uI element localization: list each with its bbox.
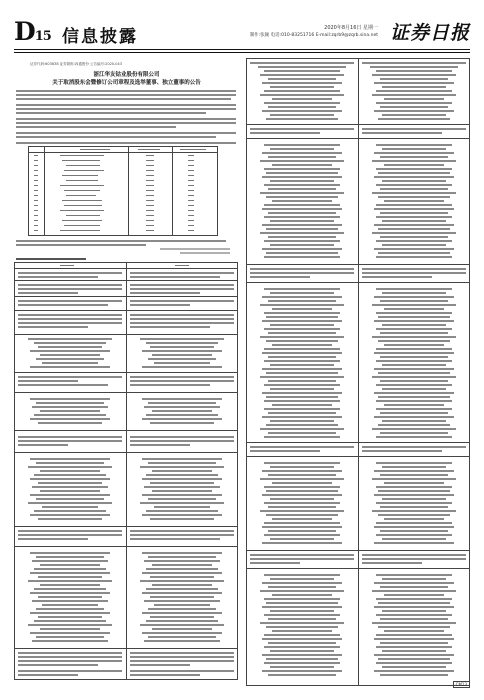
page-digits: 15	[34, 29, 51, 44]
page-letter: D	[14, 17, 35, 46]
masthead-rule-thin	[14, 52, 470, 53]
announcement-codes: 证券代码:603838 证券简称:四通股份 公告编号:2020-043	[30, 62, 122, 66]
company-name: 浙江华友钴业股份有限公司	[93, 72, 160, 78]
editor-contact-line: 制作:张颖 电话:010-83251716 E-mail:zqrb9@zqrb.sina.net	[249, 33, 378, 38]
date-line: 2020年8月16日 星期一	[324, 25, 378, 31]
newspaper-logo: 证券日报	[389, 22, 470, 44]
masthead	[14, 18, 470, 48]
page-number	[14, 18, 51, 51]
announcement-title: 关于取消股东会暨修订公司章程及选举董事、独立董事的公告	[52, 80, 201, 86]
masthead-rule	[14, 49, 470, 50]
section-title: 信息披露	[62, 27, 138, 47]
page-tag: CM13	[453, 681, 470, 688]
